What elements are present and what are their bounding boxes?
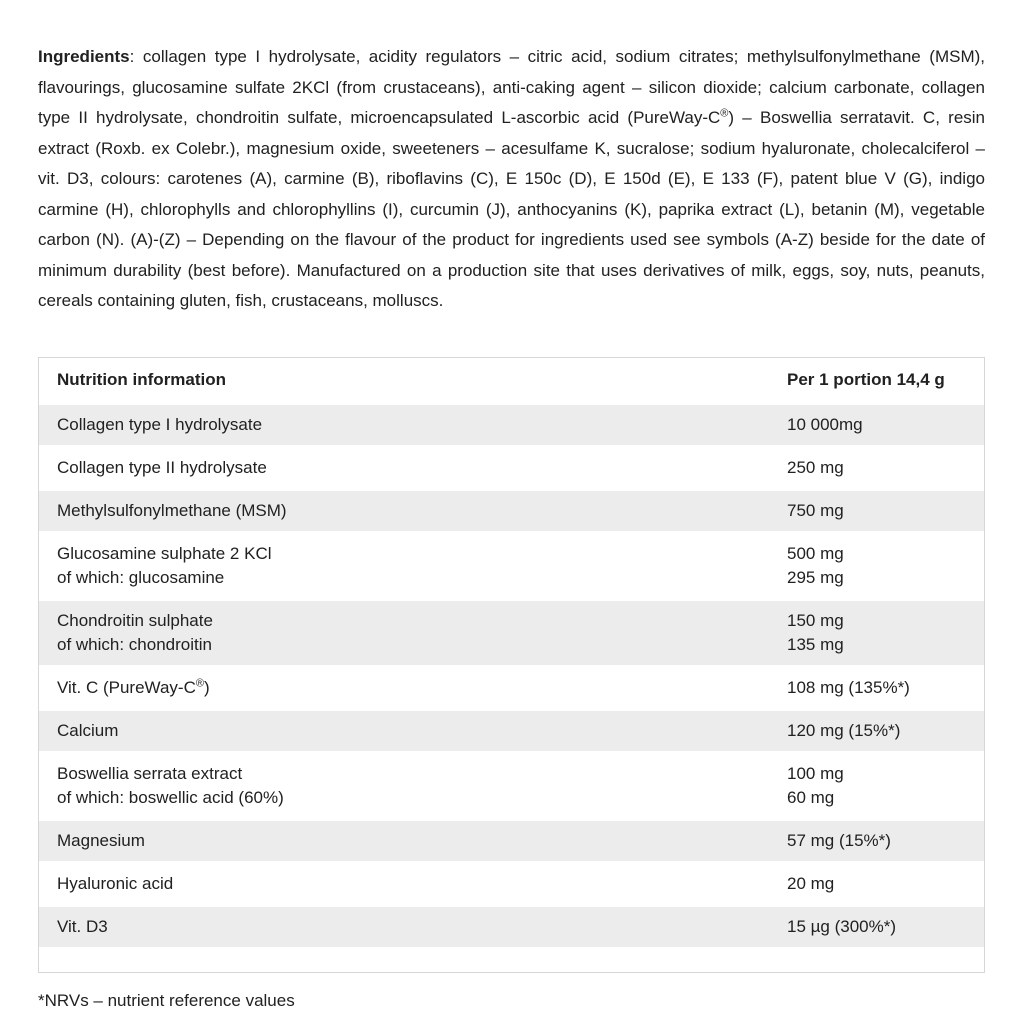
nutrient-subline: of which: chondroitin — [57, 634, 212, 654]
row-name — [57, 542, 787, 590]
ingredients-label: Ingredients — [38, 47, 130, 66]
row-value — [787, 676, 966, 700]
value-line: 100 mg — [787, 763, 844, 783]
table-row — [39, 668, 984, 708]
table-row — [39, 907, 984, 947]
value-line: 750 mg — [787, 500, 844, 520]
value-line: 120 mg (15%*) — [787, 720, 901, 740]
row-value — [787, 456, 966, 480]
row-value — [787, 829, 966, 853]
nutrient-line: Collagen type II hydrolysate — [57, 457, 267, 477]
row-name — [57, 413, 787, 437]
ingredients-paragraph — [38, 42, 985, 317]
value-line: 57 mg (15%*) — [787, 830, 891, 850]
nutrient-line: Hyaluronic acid — [57, 873, 174, 893]
row-value — [787, 915, 966, 939]
value-subline: 60 mg — [787, 787, 835, 807]
table-row — [39, 448, 984, 488]
value-subline: 295 mg — [787, 567, 844, 587]
value-line: 10 000mg — [787, 414, 863, 434]
nutrient-subline: of which: glucosamine — [57, 567, 225, 587]
nutrient-line: Collagen type I hydrolysate — [57, 414, 263, 434]
row-name — [57, 609, 787, 657]
value-line: 108 mg (135%*) — [787, 677, 910, 697]
nutrient-line: Vit. D3 — [57, 916, 108, 936]
header-name: Nutrition information — [57, 369, 227, 389]
row-name — [57, 499, 787, 523]
row-name — [57, 872, 787, 896]
table-row — [39, 405, 984, 445]
nutrient-line: Chondroitin sulphate — [57, 610, 213, 630]
table-row — [39, 754, 984, 818]
table-header-row — [39, 358, 984, 402]
row-value — [787, 499, 966, 523]
nutrient-line: Glucosamine sulphate 2 KCl — [57, 543, 272, 563]
nrv-footnote: *NRVs – nutrient reference values — [38, 990, 295, 1010]
ingredients-text: : collagen type I hydrolysate, acidity regulators – citric acid, sodium citrates; methylsulfonylmethane (MSM), flavourings, glucosamine sulfate 2KCl (from crustaceans), anti-caking agent – silicon dioxide; calcium carbonate, collagen type II hydrolysate, chondroitin sulfate, microencapsulated L-ascorbic acid (PureWay-C®) – Boswellia serratavit. C, resin extract (Roxb. ex Colebr.), magnesium oxide, sweeteners – acesulfame K, sucralose; sodium hyaluronate, cholecalciferol – vit. D3, colours: carotenes (A), carmine (B), riboflavins (C), E 150c (D), E 150d (E), E 133 (F), patent blue V (G), indigo carmine (H), chlorophylls and chlorophyllins (I), curcumin (J), anthocyanins (K), paprika extract (L), betanin (M), vegetable carbon (N). (A)-(Z) – Depending on the flavour of the product for ingredients used see symbols (A-Z) beside for the date of minimum durability (best before). Manufactured on a production site that uses derivatives of milk, eggs, soy, nuts, peanuts, cereals containing gluten, fish, crustaceans, molluscs. — [38, 47, 985, 310]
value-line: 20 mg — [787, 873, 835, 893]
nutrient-line: Magnesium — [57, 830, 145, 850]
row-name — [57, 762, 787, 810]
nutrition-table — [38, 357, 985, 973]
value-line: 250 mg — [787, 457, 844, 477]
row-name — [57, 915, 787, 939]
row-value — [787, 413, 966, 437]
row-name — [57, 676, 787, 700]
row-value — [787, 609, 966, 657]
row-value — [787, 762, 966, 810]
value-line: 500 mg — [787, 543, 844, 563]
table-row — [39, 821, 984, 861]
row-name — [57, 829, 787, 853]
table-row — [39, 491, 984, 531]
row-value — [787, 872, 966, 896]
table-row — [39, 534, 984, 598]
nutrient-line: Vit. C (PureWay-C®) — [57, 676, 210, 697]
header-value: Per 1 portion 14,4 g — [787, 369, 945, 389]
row-value — [787, 542, 966, 590]
value-subline: 135 mg — [787, 634, 844, 654]
row-value — [787, 719, 966, 743]
row-name — [57, 456, 787, 480]
table-row — [39, 601, 984, 665]
nutrient-subline: of which: boswellic acid (60%) — [57, 787, 284, 807]
nutrient-line: Calcium — [57, 720, 119, 740]
nutrient-line: Boswellia serrata extract — [57, 763, 243, 783]
table-row — [39, 711, 984, 751]
table-row — [39, 864, 984, 904]
value-line: 150 mg — [787, 610, 844, 630]
nutrient-line: Methylsulfonylmethane (MSM) — [57, 500, 287, 520]
value-line: 15 µg (300%*) — [787, 916, 897, 936]
row-name — [57, 719, 787, 743]
